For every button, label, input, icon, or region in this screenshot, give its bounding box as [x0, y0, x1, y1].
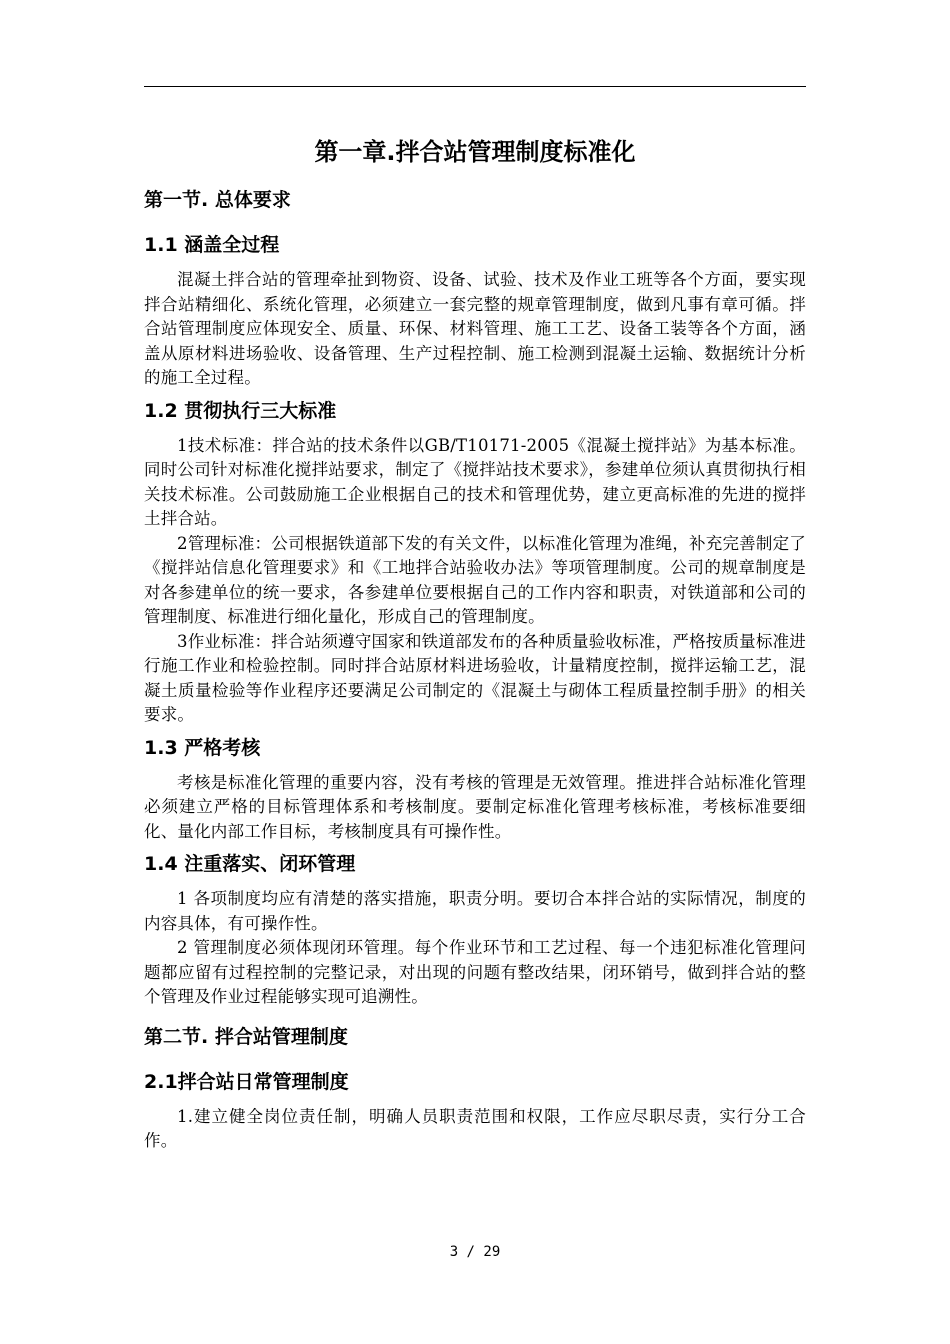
- subsection-1-1-title: 1.1 涵盖全过程: [144, 234, 280, 256]
- paragraph-1-1: 混凝土拌合站的管理牵扯到物资、设备、试验、技术及作业工班等各个方面，要实现拌合站精细化、系统化管理，必须建立一套完整的规章管理制度，做到凡事有章可循。拌合站管理制度应体现安全、质量、环保、材料管理、施工工艺、设备工装等各个方面，涵盖从原材料进场验收、设备管理、生产过程控制、施工检测到混凝土运输、数据统计分析的施工全过程。: [144, 270, 806, 387]
- document-page: [144, 136, 806, 1160]
- chapter-title: 第一章.拌合站管理制度标准化: [314, 138, 636, 166]
- paragraph-2-1: 1.建立健全岗位责任制，明确人员职责范围和权限，工作应尽职尽责，实行分工合作。: [144, 1106, 806, 1150]
- subsection-1-2-title: 1.2 贯彻执行三大标准: [144, 399, 337, 422]
- header-rule: [144, 86, 806, 87]
- paragraph-1-2-operation: 3作业标准：拌合站须遵守国家和铁道部发布的各种质量验收标准，严格按质量标准进行施工作业和检验控制。同时拌合站原材料进场验收，计量精度控制，搅拌运输工艺，混凝土质量检验等作业程序还要满足公司制定的《混凝土与砌体工程质量控制手册》的相关要求。: [144, 631, 806, 724]
- paragraph-1-2-technical: 1技术标准：拌合站的技术条件以GB/T10171-2005《混凝土搅拌站》为基本标准。同时公司针对标准化搅拌站要求，制定了《搅拌站技术要求》，参建单位须认真贯彻执行相关技术标准。公司鼓励施工企业根据自己的技术和管理优势，建立更高标准的先进的搅拌土拌合站。: [144, 435, 806, 528]
- section-1-title: 第一节. 总体要求: [144, 189, 291, 211]
- paragraph-1-4-item-2: 2 管理制度必须体现闭环管理。每个作业环节和工艺过程、每一个违犯标准化管理问题都应留有过程控制的完整记录，对出现的问题有整改结果，闭环销号，做到拌合站的整个管理及作业过程能够实现可追溯性。: [144, 938, 806, 1006]
- subsection-2-1-title: 2.1拌合站日常管理制度: [144, 1070, 349, 1093]
- subsection-1-4-title: 1.4 注重落实、闭环管理: [144, 853, 356, 875]
- section-2-title: 第二节. 拌合站管理制度: [144, 1025, 348, 1048]
- paragraph-1-2-management: 2管理标准：公司根据铁道部下发的有关文件，以标准化管理为准绳，补充完善制定了《搅拌站信息化管理要求》和《工地拌合站验收办法》等项管理制度。公司的规章制度是对各参建单位的统一要求，各参建单位要根据自己的工作内容和职责，对铁道部和公司的管理制度、标准进行细化量化，形成自己的管理制度。: [144, 533, 806, 626]
- page-number: 3 / 29: [449, 1244, 501, 1260]
- paragraph-1-4-item-1: 1 各项制度均应有清楚的落实措施，职责分明。要切合本拌合站的实际情况，制度的内容具体，有可操作性。: [144, 889, 806, 933]
- paragraph-1-3: 考核是标准化管理的重要内容，没有考核的管理是无效管理。推进拌合站标准化管理必须建立严格的目标管理体系和考核制度。要制定标准化管理考核标准，考核标准要细化、量化内部工作目标，考核制度具有可操作性。: [144, 772, 806, 841]
- subsection-1-3-title: 1.3 严格考核: [144, 736, 261, 759]
